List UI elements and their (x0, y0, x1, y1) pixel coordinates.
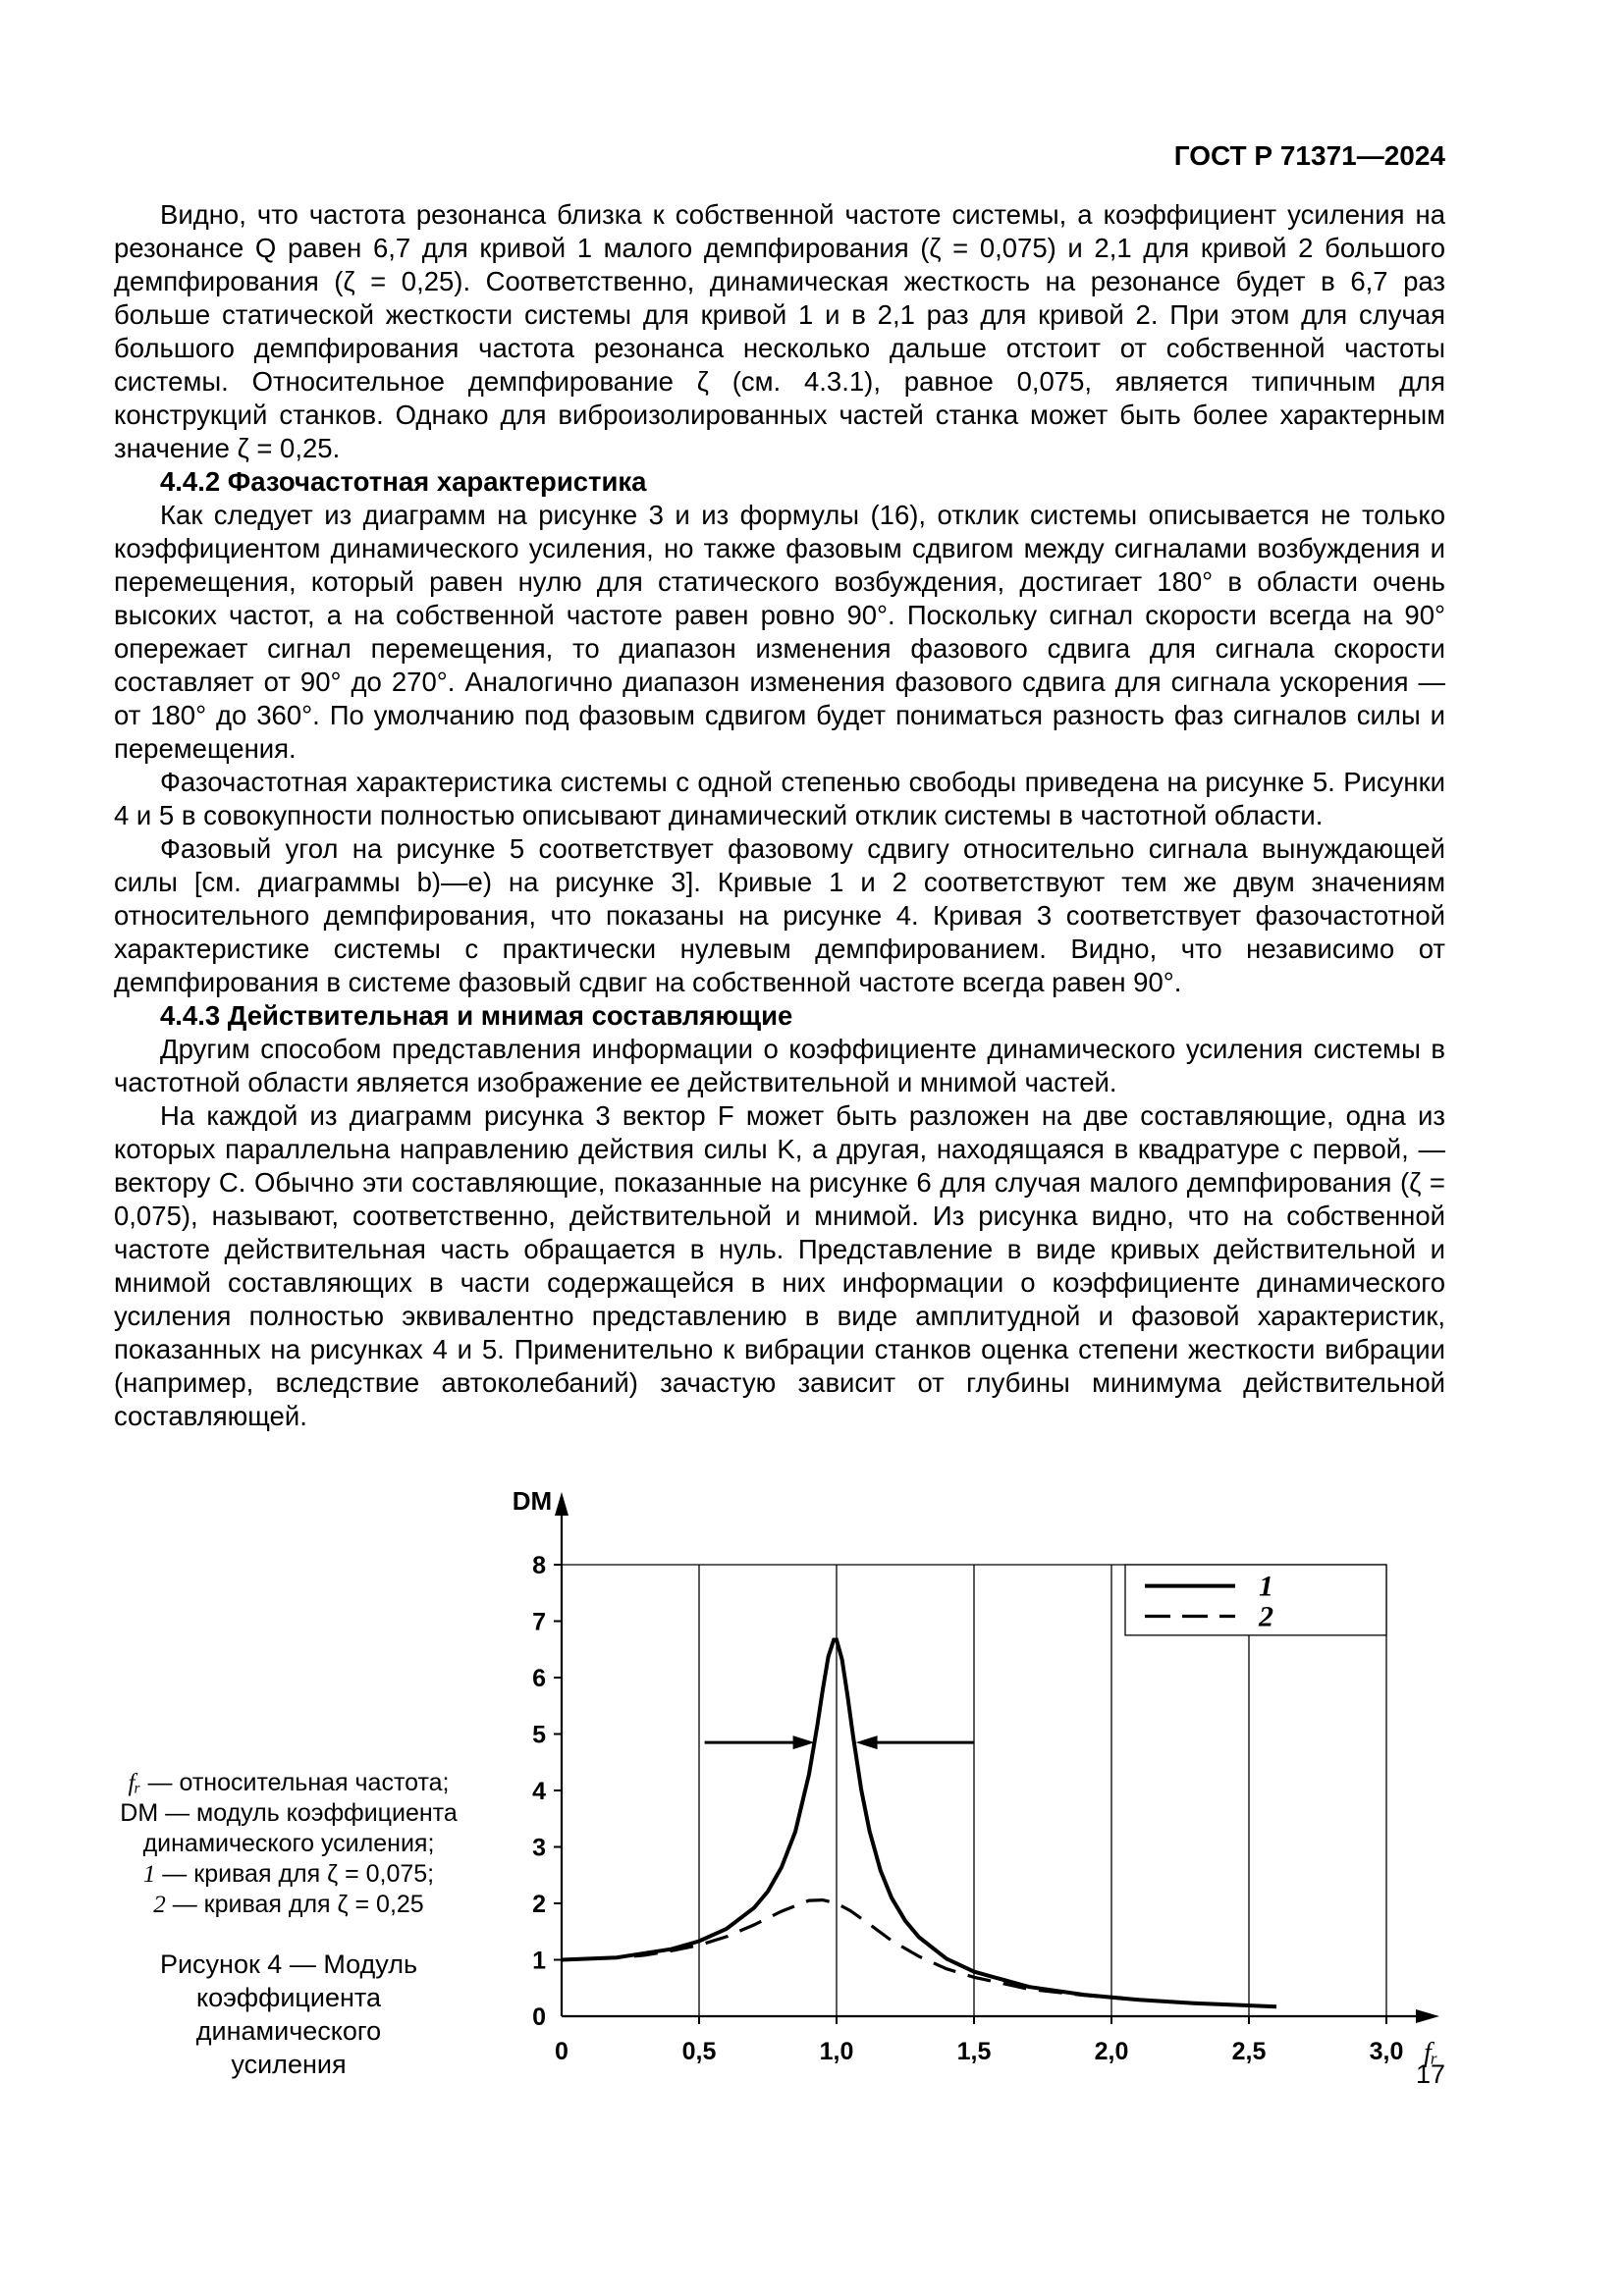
legend-label-1: 1 (1259, 1570, 1273, 1603)
paragraph-figure5-intro: Фазочастотная характеристика системы с одной степенью свободы приведена на рисунке 5. Рисунки 4 и 5 в совокупности полностью описывают динамический отклик системы в частотной области. (114, 767, 1445, 830)
y-axis-title: DM (512, 1486, 553, 1516)
note-text: — кривая для ζ = 0,075; (155, 1860, 435, 1888)
note-text: — модуль коэффициента динамического усиления; (142, 1799, 458, 1857)
svg-text:1: 1 (532, 1947, 546, 1975)
svg-text:1,5: 1,5 (956, 2038, 992, 2065)
svg-text:0,5: 0,5 (681, 2038, 717, 2065)
svg-text:0: 0 (555, 2038, 568, 2065)
document-header: ГОСТ Р 71371—2024 (1173, 140, 1445, 171)
paragraph-vector-decomposition: На каждой из диаграмм рисунка 3 вектор F может быть разложен на две составляющие, одна из которых параллельна направлению действия силы K, а другая, находящаяся в квадратуре с первой, — вектору C. Обычно эти составляющие, показанные на рисунке 6 для случая малого демпфирования (ζ = 0,075), называют, соответственно, действительной и мнимой. Из рисунка видно, что на собственной частоте действительная часть обращается в нуль. Представление в виде кривых действительной и мнимой составляющих в части содержащейся в них информации о коэффициенте динамического усиления полностью эквивалентно представлению в виде амплитудной и фазовой характеристик, показанных на рисунках 4 и 5. Применительно к вибрации станков оценка степени жесткости вибрации (например, вследствие автоколебаний) зачастую зависит от глубины минимума действительной составляющей. (114, 1100, 1445, 1431)
bandwidth-arrows (705, 1735, 974, 1749)
chart-legend (1125, 1565, 1386, 1635)
figure-4 (114, 1467, 1445, 2095)
svg-text:2,5: 2,5 (1231, 2038, 1267, 2065)
body-text (114, 198, 1445, 1433)
note-term-curve2: 2 (153, 1892, 166, 1918)
figure-caption: Рисунок 4 — Модуль коэффициента динамического усиления (159, 1949, 418, 2079)
svg-text:3,0: 3,0 (1369, 2038, 1404, 2065)
svg-text:0: 0 (532, 2003, 546, 2031)
page-number: 17 (1415, 2059, 1445, 2089)
note-text: — кривая для ζ = 0,25 (165, 1891, 424, 1918)
figure-note (114, 1859, 463, 1890)
figure-notes (114, 1768, 463, 2095)
figure-4-svg (503, 1467, 1445, 2095)
legend-label-2: 2 (1259, 1600, 1273, 1633)
paragraph-resonance: Видно, что частота резонанса близка к собственной частоте системы, а коэффициент усиления на резонансе Q равен 6,7 для кривой 1 малого демпфирования (ζ = 0,075) и 2,1 для кривой 2 большого демпфирования (ζ = 0,25). Соответственно, динамическая жесткость на резонансе будет в 6,7 раз больше статической жесткости системы для кривой 1 и в 2,1 раз для кривой 2. При этом для случая большого демпфирования частота резонанса несколько дальше отстоит от собственной частоты системы. Относительное демпфирование ζ (см. 4.3.1), равное 0,075, является типичным для конструкций станков. Однако для виброизолированных частей станка может быть более характерным значение ζ = 0,25. (114, 199, 1445, 463)
note-term-curve1: 1 (142, 1861, 156, 1888)
svg-text:7: 7 (532, 1608, 546, 1636)
svg-text:8: 8 (532, 1552, 546, 1579)
x-axis-title: fᵣ (1424, 2038, 1438, 2068)
heading-4-4-2: 4.4.2 Фазочастотная характеристика (160, 466, 647, 497)
curve-2 (562, 1900, 1276, 2007)
svg-text:5: 5 (532, 1721, 546, 1749)
note-term-dm: DM (120, 1799, 159, 1827)
svg-text:3: 3 (532, 1834, 546, 1862)
svg-text:4: 4 (532, 1778, 546, 1805)
svg-text:6: 6 (532, 1665, 546, 1692)
note-text: — относительная частота; (140, 1769, 450, 1796)
paragraph-phase-angle: Фазовый угол на рисунке 5 соответствует фазовому сдвигу относительно сигнала вынуждающей силы [см. диаграммы b)—е) на рисунке 3]. Кривые 1 и 2 соответствуют тем же двум значениям относительного демпфирования, что показаны на рисунке 4. Кривая 3 соответствует фазочастотной характеристике системы с практически нулевым демпфированием. Видно, что независимо от демпфирования в системе фазовый сдвиг на собственной частоте всегда равен 90°. (114, 833, 1445, 997)
paragraph-phase-response: Как следует из диаграмм на рисунке 3 и из формулы (16), отклик системы описывается не только коэффициентом динамического усиления, но также фазовым сдвигом между сигналами возбуждения и перемещения, который равен нулю для статического возбуждения, достигает 180° в области очень высоких частот, а на собственной частоте равен ровно 90°. Поскольку сигнал скорости всегда на 90° опережает сигнал перемещения, то диапазон изменения фазового сдвига для сигнала скорости составляет от 90° до 270°. Аналогично диапазон изменения фазового сдвига для сигнала ускорения — от 180° до 360°. По умолчанию под фазовым сдвигом будет пониматься разность фаз сигналов силы и перемещения. (114, 500, 1445, 764)
figure-note (114, 1890, 463, 1920)
figure-note (114, 1798, 463, 1859)
curve-1 (562, 1640, 1276, 2007)
note-term-fr: fᵣ (128, 1770, 141, 1796)
figure-note (114, 1768, 463, 1798)
heading-4-4-3: 4.4.3 Действительная и мнимая составляющие (160, 1000, 793, 1031)
svg-text:2,0: 2,0 (1094, 2038, 1129, 2065)
paragraph-real-imaginary-intro: Другим способом представления информации о коэффициенте динамического усиления системы в частотной области является изображение ее действительной и мнимой частей. (114, 1034, 1445, 1097)
svg-text:1,0: 1,0 (819, 2038, 854, 2065)
svg-text:2: 2 (532, 1891, 546, 1918)
figure-4-chart (503, 1467, 1445, 2095)
